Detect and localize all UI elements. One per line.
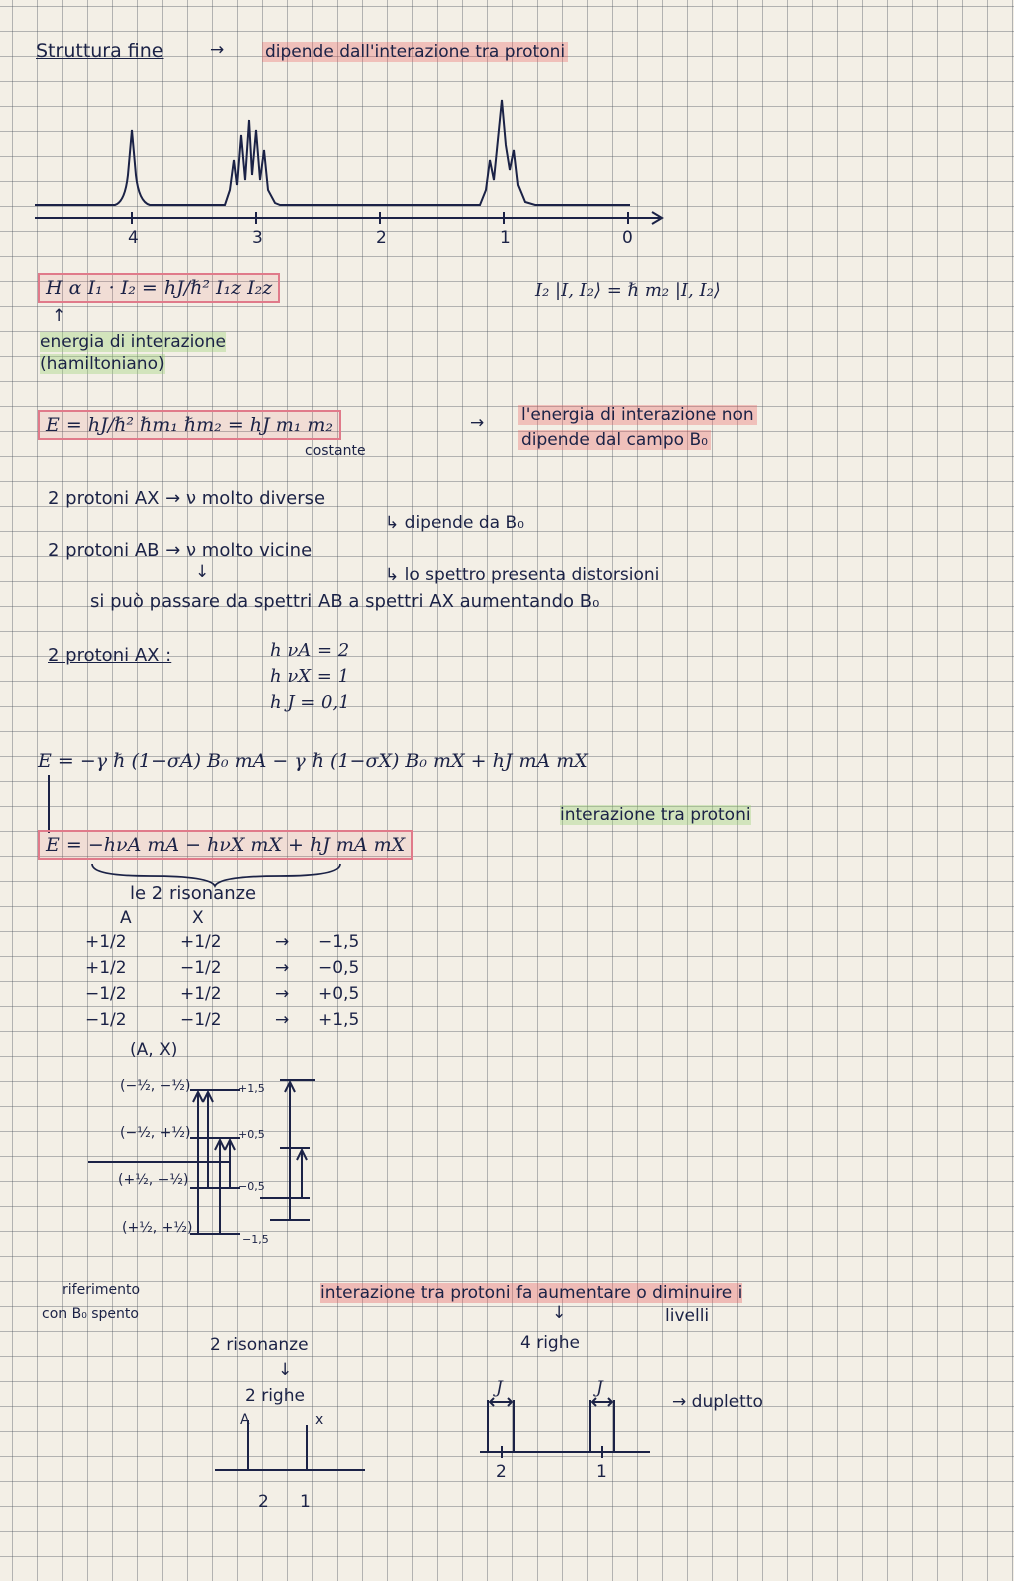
down-arrow: ↓ xyxy=(552,1303,567,1323)
transition-arrow xyxy=(285,1082,295,1220)
table-cell: → xyxy=(275,984,290,1004)
table-cell: −1/2 xyxy=(180,958,222,978)
resonances-note: le 2 risonanze xyxy=(130,883,257,904)
spectrum-tick-label: 0 xyxy=(622,228,633,248)
full-energy-formula: E = −γ ℏ (1−σA) B₀ mA − γ ℏ (1−σX) B₀ mX + hJ mA mX xyxy=(38,750,588,772)
doublet-label: → dupletto xyxy=(672,1392,763,1412)
energy-arrow: → xyxy=(470,413,485,433)
right-tick-label: 1 xyxy=(596,1462,607,1482)
hamiltonian-caption: (hamiltoniano) xyxy=(40,354,165,374)
left-peak-label-a: A xyxy=(240,1412,250,1428)
connector-line xyxy=(45,775,55,835)
left-tick-label: 1 xyxy=(300,1492,311,1512)
spectra-switch-note: si può passare da spettri AB a spettri AX aumentando B₀ xyxy=(90,591,600,612)
ab-down-arrow: ↓ xyxy=(195,562,210,582)
transition-arrow xyxy=(297,1150,307,1198)
hamiltonian-arrow: ↑ xyxy=(52,306,67,326)
transition-arrow xyxy=(225,1140,235,1188)
table-cell: −1/2 xyxy=(180,1010,222,1030)
transition-arrow xyxy=(203,1092,213,1188)
ab-case: 2 protoni AB → ν molto vicine xyxy=(48,540,313,561)
table-cell: → xyxy=(275,958,290,978)
energy-note: dipende dal campo B₀ xyxy=(518,430,711,450)
simplified-energy-formula: E = −hνA mA − hνX mX + hJ mA mX xyxy=(38,830,413,860)
hamiltonian-formula: H α I₁ · I₂ = hJ/ℏ² I₁z I₂z xyxy=(38,273,280,303)
table-cell: +1/2 xyxy=(85,958,127,978)
example-label: 2 protoni AX : xyxy=(48,645,172,666)
right-tick-label: 2 xyxy=(496,1462,507,1482)
spectrum-tick-label: 2 xyxy=(376,228,387,248)
left-resonances: 2 risonanze xyxy=(210,1335,309,1355)
levels-header: (A, X) xyxy=(130,1040,178,1060)
interaction-shift-note: interazione tra protoni fa aumentare o diminuire i xyxy=(320,1283,743,1303)
example-value: h J = 0,1 xyxy=(270,692,350,713)
table-cell: −1,5 xyxy=(318,932,360,952)
ax-case: 2 protoni AX → ν molto diverse xyxy=(48,488,326,509)
right-lines-count: 4 righe xyxy=(520,1333,580,1353)
level-label: (−½, +½) xyxy=(120,1125,191,1141)
example-value: h νA = 2 xyxy=(270,640,350,661)
nmr-spectrum xyxy=(20,90,700,250)
page-title: Struttura fine xyxy=(36,40,164,62)
spectrum-tick-label: 1 xyxy=(500,228,511,248)
coupling-label: J xyxy=(496,1378,503,1398)
left-peak-label-x: x xyxy=(315,1412,324,1428)
level-value: −1,5 xyxy=(242,1233,269,1246)
reference-note: riferimento xyxy=(62,1282,141,1298)
table-header-x: X xyxy=(192,908,204,928)
table-cell: → xyxy=(275,932,290,952)
table-cell: +1/2 xyxy=(85,932,127,952)
two-line-spectrum xyxy=(215,1420,375,1490)
level-label: (+½, +½) xyxy=(122,1220,193,1236)
table-cell: −1/2 xyxy=(85,1010,127,1030)
table-cell: → xyxy=(275,1010,290,1030)
ab-case-sub: ↳ lo spettro presenta distorsioni xyxy=(385,565,660,585)
coupling-label: J xyxy=(596,1378,603,1398)
level-value: −0,5 xyxy=(238,1180,265,1193)
level-value: +1,5 xyxy=(238,1082,265,1095)
hamiltonian-caption: energia di interazione xyxy=(40,332,226,352)
coupling-arrow xyxy=(490,1398,512,1406)
left-lines-count: 2 righe xyxy=(245,1386,305,1406)
reference-note: con B₀ spento xyxy=(42,1306,139,1322)
ax-case-sub: ↳ dipende da B₀ xyxy=(385,513,524,533)
energy-constant-label: costante xyxy=(305,443,366,459)
table-cell: +1/2 xyxy=(180,932,222,952)
title-arrow: → xyxy=(210,40,225,60)
down-arrow: ↓ xyxy=(278,1360,293,1380)
doublet-spectrum xyxy=(480,1390,660,1480)
eigenvalue-equation: I₂ |I, I₂⟩ = ℏ m₂ |I, I₂⟩ xyxy=(535,280,721,301)
energy-note: l'energia di interazione non xyxy=(518,405,757,425)
spectrum-axis xyxy=(35,212,662,224)
level-value: +0,5 xyxy=(238,1128,265,1141)
table-cell: −0,5 xyxy=(318,958,360,978)
table-cell: +1/2 xyxy=(180,984,222,1004)
table-cell: +1,5 xyxy=(318,1010,360,1030)
left-tick-label: 2 xyxy=(258,1492,269,1512)
level-label: (+½, −½) xyxy=(118,1172,189,1188)
example-value: h νX = 1 xyxy=(270,666,350,687)
table-header-a: A xyxy=(120,908,132,928)
page-subtitle: dipende dall'interazione tra protoni xyxy=(262,42,568,62)
interaction-shift-note: livelli xyxy=(665,1306,710,1326)
spectrum-tick-label: 3 xyxy=(252,228,263,248)
energy-formula: E = hJ/ℏ² ℏm₁ ℏm₂ = hJ m₁ m₂ xyxy=(38,410,341,440)
table-cell: +0,5 xyxy=(318,984,360,1004)
table-cell: −1/2 xyxy=(85,984,127,1004)
coupling-arrow xyxy=(592,1398,612,1406)
interaction-note: interazione tra protoni xyxy=(560,805,751,825)
energy-level-diagram xyxy=(80,1070,340,1260)
level-label: (−½, −½) xyxy=(120,1078,191,1094)
spectrum-trace xyxy=(35,100,630,205)
spectrum-tick-label: 4 xyxy=(128,228,139,248)
